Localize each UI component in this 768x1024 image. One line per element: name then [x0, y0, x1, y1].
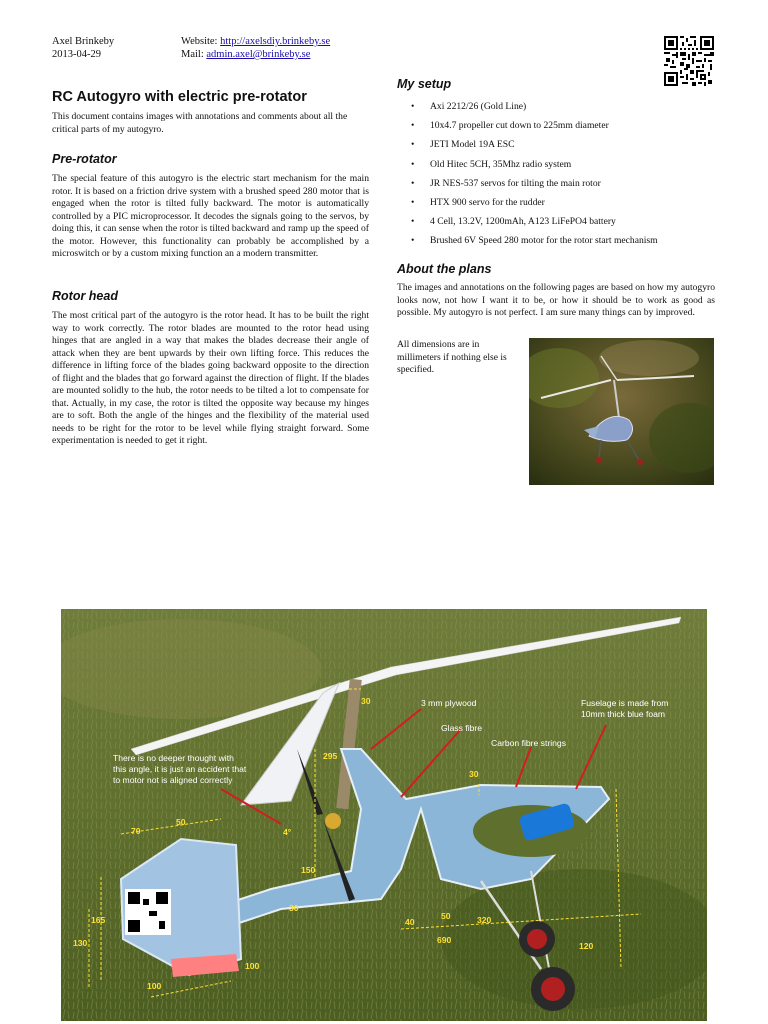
mail-line [181, 48, 310, 61]
rotorhead-heading: Rotor head [52, 289, 118, 303]
annotation-angle-3: to motor not is aligned correctly [113, 775, 233, 785]
setup-heading: My setup [397, 77, 452, 91]
dimension-label: 50 [441, 911, 451, 921]
page-title: RC Autogyro with electric pre-rotator [52, 89, 307, 105]
document-date: 2013-04-29 [52, 49, 101, 60]
dimension-label: 320 [477, 915, 492, 925]
list-item: • JR NES-537 servos for tilting the main rotor [411, 177, 601, 189]
annotation-carbon-fibre: Carbon fibre strings [491, 738, 566, 748]
dimension-label: 150 [301, 865, 316, 875]
mail-link[interactable]: admin.axel@brinkeby.se [206, 49, 311, 60]
dimension-label: 40 [405, 917, 415, 927]
list-item: • Axi 2212/26 (Gold Line) [411, 101, 527, 112]
website-label: Website: [181, 36, 218, 47]
prerotator-paragraph: The special feature of this autogyro is the electric start mechanism for the main rotor. It is based on a friction drive system with a brushed speed 280 motor that is engaged when the rotor is tilted fully backward. The motor is automatically controlled by a PIC microprocessor. It decodes the signals going to the servos, by doing this, it can sense when the rotor is tilted backward and ramp up the speed of the motor. However, this functionality can probably be accomplished by a microswitch or by a custom mixing function an a modern transmitter. [52, 173, 369, 259]
dimension-label: 50 [176, 817, 186, 827]
dimension-label: 100 [245, 961, 260, 971]
annotation-fuselage-2: 10mm thick blue foam [581, 709, 666, 719]
dimension-label: 295 [323, 751, 338, 761]
annotation-fuselage-1: Fuselage is made from [581, 698, 669, 708]
prerotator-heading: Pre-rotator [52, 152, 117, 166]
dimension-label: 30 [361, 696, 371, 706]
author-name: Axel Brinkeby [52, 36, 115, 47]
flight-photo [529, 338, 714, 485]
dimension-label: 30 [289, 903, 299, 913]
dimension-label: 165 [91, 915, 106, 925]
dimension-label: 690 [437, 935, 452, 945]
intro-paragraph: This document contains images with annotations and comments about all the critical parts of my autogyro. [52, 111, 348, 135]
setup-list [402, 97, 732, 251]
list-item: • HTX 900 servo for the rudder [411, 197, 545, 209]
mail-label: Mail: [181, 49, 204, 60]
list-item: • 10x4.7 propeller cut down to 225mm diameter [411, 120, 609, 132]
plans-paragraph: The images and annotations on the following pages are based on how my autogyro looks now, not how I want it to be, or how it should be to work as good as possible. My autogyro is not perfect. I am sure many things can by improved. [397, 282, 715, 318]
dimension-label: 4° [283, 827, 292, 837]
dimension-label: 120 [579, 941, 594, 951]
annotation-angle-2: this angle, it is just an accident that [113, 764, 247, 774]
list-item: • JETI Model 19A ESC [411, 139, 515, 151]
list-item: • Brushed 6V Speed 280 motor for the rotor start mechanism [411, 235, 658, 247]
dimension-label: 30 [469, 769, 479, 779]
annotated-autogyro-photo [61, 609, 707, 1021]
dimension-label: 100 [147, 981, 162, 991]
dimensions-note: All dimensions are in millimeters if nothing else is specified. [397, 339, 507, 375]
list-item: • Old Hitec 5CH, 35Mhz radio system [411, 158, 572, 170]
dimension-label: 70 [131, 826, 141, 836]
rotorhead-paragraph: The most critical part of the autogyro is the rotor head. It has to be built the right way to work correctly. The rotor blades are mounted to the rotor head using hinges that are angled in a way that makes the blades decrease their angle of attack when they are bent upwards by their own lifting force. This reduces the difference in lifting force of the blades going backward opposite to the direction of flight and the blades that go forward against the direction of flight. If the blades are mounted solidly to the hub, the rotor needs to be tilted a lot to compensate for that. Actually, in my case, the rotor is tilted the opposite way because my hinges are to soft. Both the angle of the hinges and the flexibility of the material used needs to be right for the rotor to be level while flying straight forward. Some experimentation is needed to get it right. [52, 310, 369, 446]
website-line [181, 35, 330, 48]
annotation-angle-1: There is no deeper thought with [113, 753, 234, 763]
qr-code-icon [664, 36, 714, 86]
website-link[interactable]: http://axelsdiy.brinkeby.se [220, 36, 331, 47]
plans-heading: About the plans [397, 262, 492, 276]
dimension-label: 130 [73, 938, 88, 948]
annotation-plywood: 3 mm plywood [421, 698, 477, 708]
list-item: • 4 Cell, 13.2V, 1200mAh, A123 LiFePO4 battery [411, 216, 616, 228]
annotation-glass-fibre: Glass fibre [441, 723, 483, 733]
